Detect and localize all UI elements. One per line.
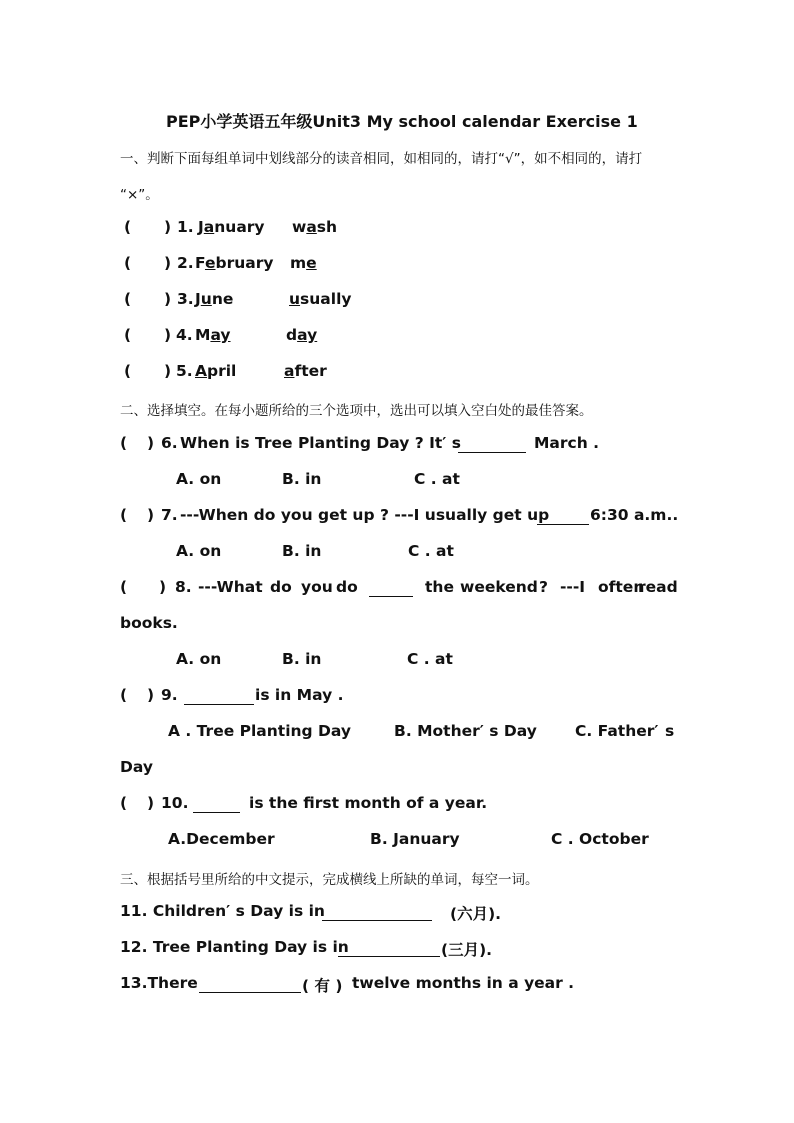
- word-one: June: [195, 290, 234, 308]
- section3-heading: 三、根据括号里所给的中文提示，完成横线上所缺的单词，每空一词。: [120, 872, 539, 888]
- word-one: February: [195, 254, 274, 272]
- chinese-hint: (三月).: [441, 941, 493, 959]
- question-word: do: [336, 578, 358, 596]
- option-a: A. on: [176, 650, 222, 668]
- question-text-end: twelve months in a year .: [352, 974, 575, 992]
- option-b: B. Mother′ s Day: [394, 722, 537, 740]
- question-text: 13.There: [120, 974, 198, 992]
- question-text: 12. Tree Planting Day is in: [120, 938, 349, 956]
- answer-blank[interactable]: [322, 906, 432, 921]
- word-two: after: [284, 362, 327, 380]
- question-text: ---When do you get up ? ---I usually get up: [180, 506, 550, 524]
- option-a: A.December: [168, 830, 275, 848]
- page-title: PEP小学英语五年级Unit3 My school calendar Exercise 1: [166, 112, 638, 131]
- section2-heading: 二、选择填空。在每小题所给的三个选项中，选出可以填入空白处的最佳答案。: [120, 403, 593, 419]
- option-c-end: s: [665, 722, 675, 740]
- question-word: weekend: [460, 578, 538, 596]
- question-number: 10.: [161, 794, 189, 812]
- word-two: usually: [289, 290, 352, 308]
- question-text: 11. Children′ s Day is in: [120, 902, 325, 920]
- answer-paren-close: ): [164, 218, 172, 236]
- option-c: C . October: [551, 830, 649, 848]
- option-b: B. in: [282, 470, 322, 488]
- answer-blank[interactable]: [193, 798, 240, 813]
- answer-blank[interactable]: [199, 978, 301, 993]
- section1-heading-line1: 一、判断下面每组单词中划线部分的读音相同，如相同的，请打“√”，如不相同的，请打: [120, 151, 643, 167]
- question-word: often: [598, 578, 645, 596]
- question-9-continued: Day: [120, 758, 153, 776]
- option-c: C . at: [407, 650, 453, 668]
- question-word: ---I: [560, 578, 586, 596]
- question-word: read: [638, 578, 678, 596]
- worksheet-page: PEP小学英语五年级Unit3 My school calendar Exercise 1 一、判断下面每组单词中划线部分的读音相同，如相同的，请打“√”，如不相同的，请打 “×”。 ( ) 1. January wash ( ) 2. February me ( ) 3. June usually ( ) 4. May day ( ) 5. April after 二、选择填空。在每小题所给的三个选项中，选出可以填入空白处的最佳答案。 ( ) 6. When is Tree Planting Day ? It′ s March . A. on B. in C . at ( ) 7. ---When do you get up ? ---I usually get up 6:30 a.m.. A. on B. in C . at ( ) 8. ---What do you do the weekend ? ---I often read books. A. on B. in C . at ( ) 9. is in May . A . Tree Planting Day B. Mother′ s Day C. Father′ s Day ( ) 10. is the first month of a year. A.December B. January C . October 三、根据括号里所给的中文提示，完成横线上所缺的单词，每空一词。 11. Children′ s Day is in (六月). 12. Tree Planting Day is in (三月). 13.There ( 有 ) twelve months in a year .: [0, 0, 794, 1123]
- question-text: When is Tree Planting Day ? It′ s: [180, 434, 461, 452]
- question-word: you: [301, 578, 333, 596]
- option-a: A . Tree Planting Day: [168, 722, 351, 740]
- answer-blank[interactable]: [338, 942, 440, 957]
- answer-blank[interactable]: [184, 690, 254, 705]
- chinese-hint: (六月).: [450, 905, 502, 923]
- answer-blank[interactable]: [458, 438, 526, 453]
- question-text-end: is in May .: [255, 686, 344, 704]
- item-number: 5.: [176, 362, 193, 380]
- option-b: B. January: [370, 830, 460, 848]
- item-number: 2.: [177, 254, 194, 272]
- question-number: 7.: [161, 506, 178, 524]
- question-text-end: is the first month of a year.: [249, 794, 488, 812]
- question-text-end: March .: [534, 434, 600, 452]
- section1-heading-line2: “×”。: [120, 187, 159, 203]
- option-c: C . at: [408, 542, 454, 560]
- option-b: B. in: [282, 542, 322, 560]
- answer-blank[interactable]: [369, 582, 413, 597]
- word-two: day: [286, 326, 318, 344]
- question-number: 9.: [161, 686, 178, 704]
- question-text-end: 6:30 a.m..: [590, 506, 679, 524]
- word-one: May: [195, 326, 231, 344]
- chinese-hint: ( 有 ): [302, 977, 343, 995]
- question-word: do: [270, 578, 292, 596]
- option-b: B. in: [282, 650, 322, 668]
- question-number: 8.: [175, 578, 192, 596]
- answer-blank[interactable]: [537, 510, 589, 525]
- question-8-continued: books.: [120, 614, 178, 632]
- word-two: wash: [292, 218, 338, 236]
- item-number: 1.: [177, 218, 194, 236]
- question-word: the: [425, 578, 454, 596]
- question-word: ?: [539, 578, 548, 596]
- answer-paren-open: (: [124, 218, 132, 236]
- item-number: 4.: [176, 326, 193, 344]
- option-a: A. on: [176, 470, 222, 488]
- question-number: 6.: [161, 434, 178, 452]
- question-word: ---What: [198, 578, 263, 596]
- option-c: C . at: [414, 470, 460, 488]
- item-number: 3.: [177, 290, 194, 308]
- option-c: C. Father′: [575, 722, 659, 740]
- word-one: April: [195, 362, 237, 380]
- option-a: A. on: [176, 542, 222, 560]
- word-one: January: [198, 218, 265, 236]
- word-two: me: [290, 254, 317, 272]
